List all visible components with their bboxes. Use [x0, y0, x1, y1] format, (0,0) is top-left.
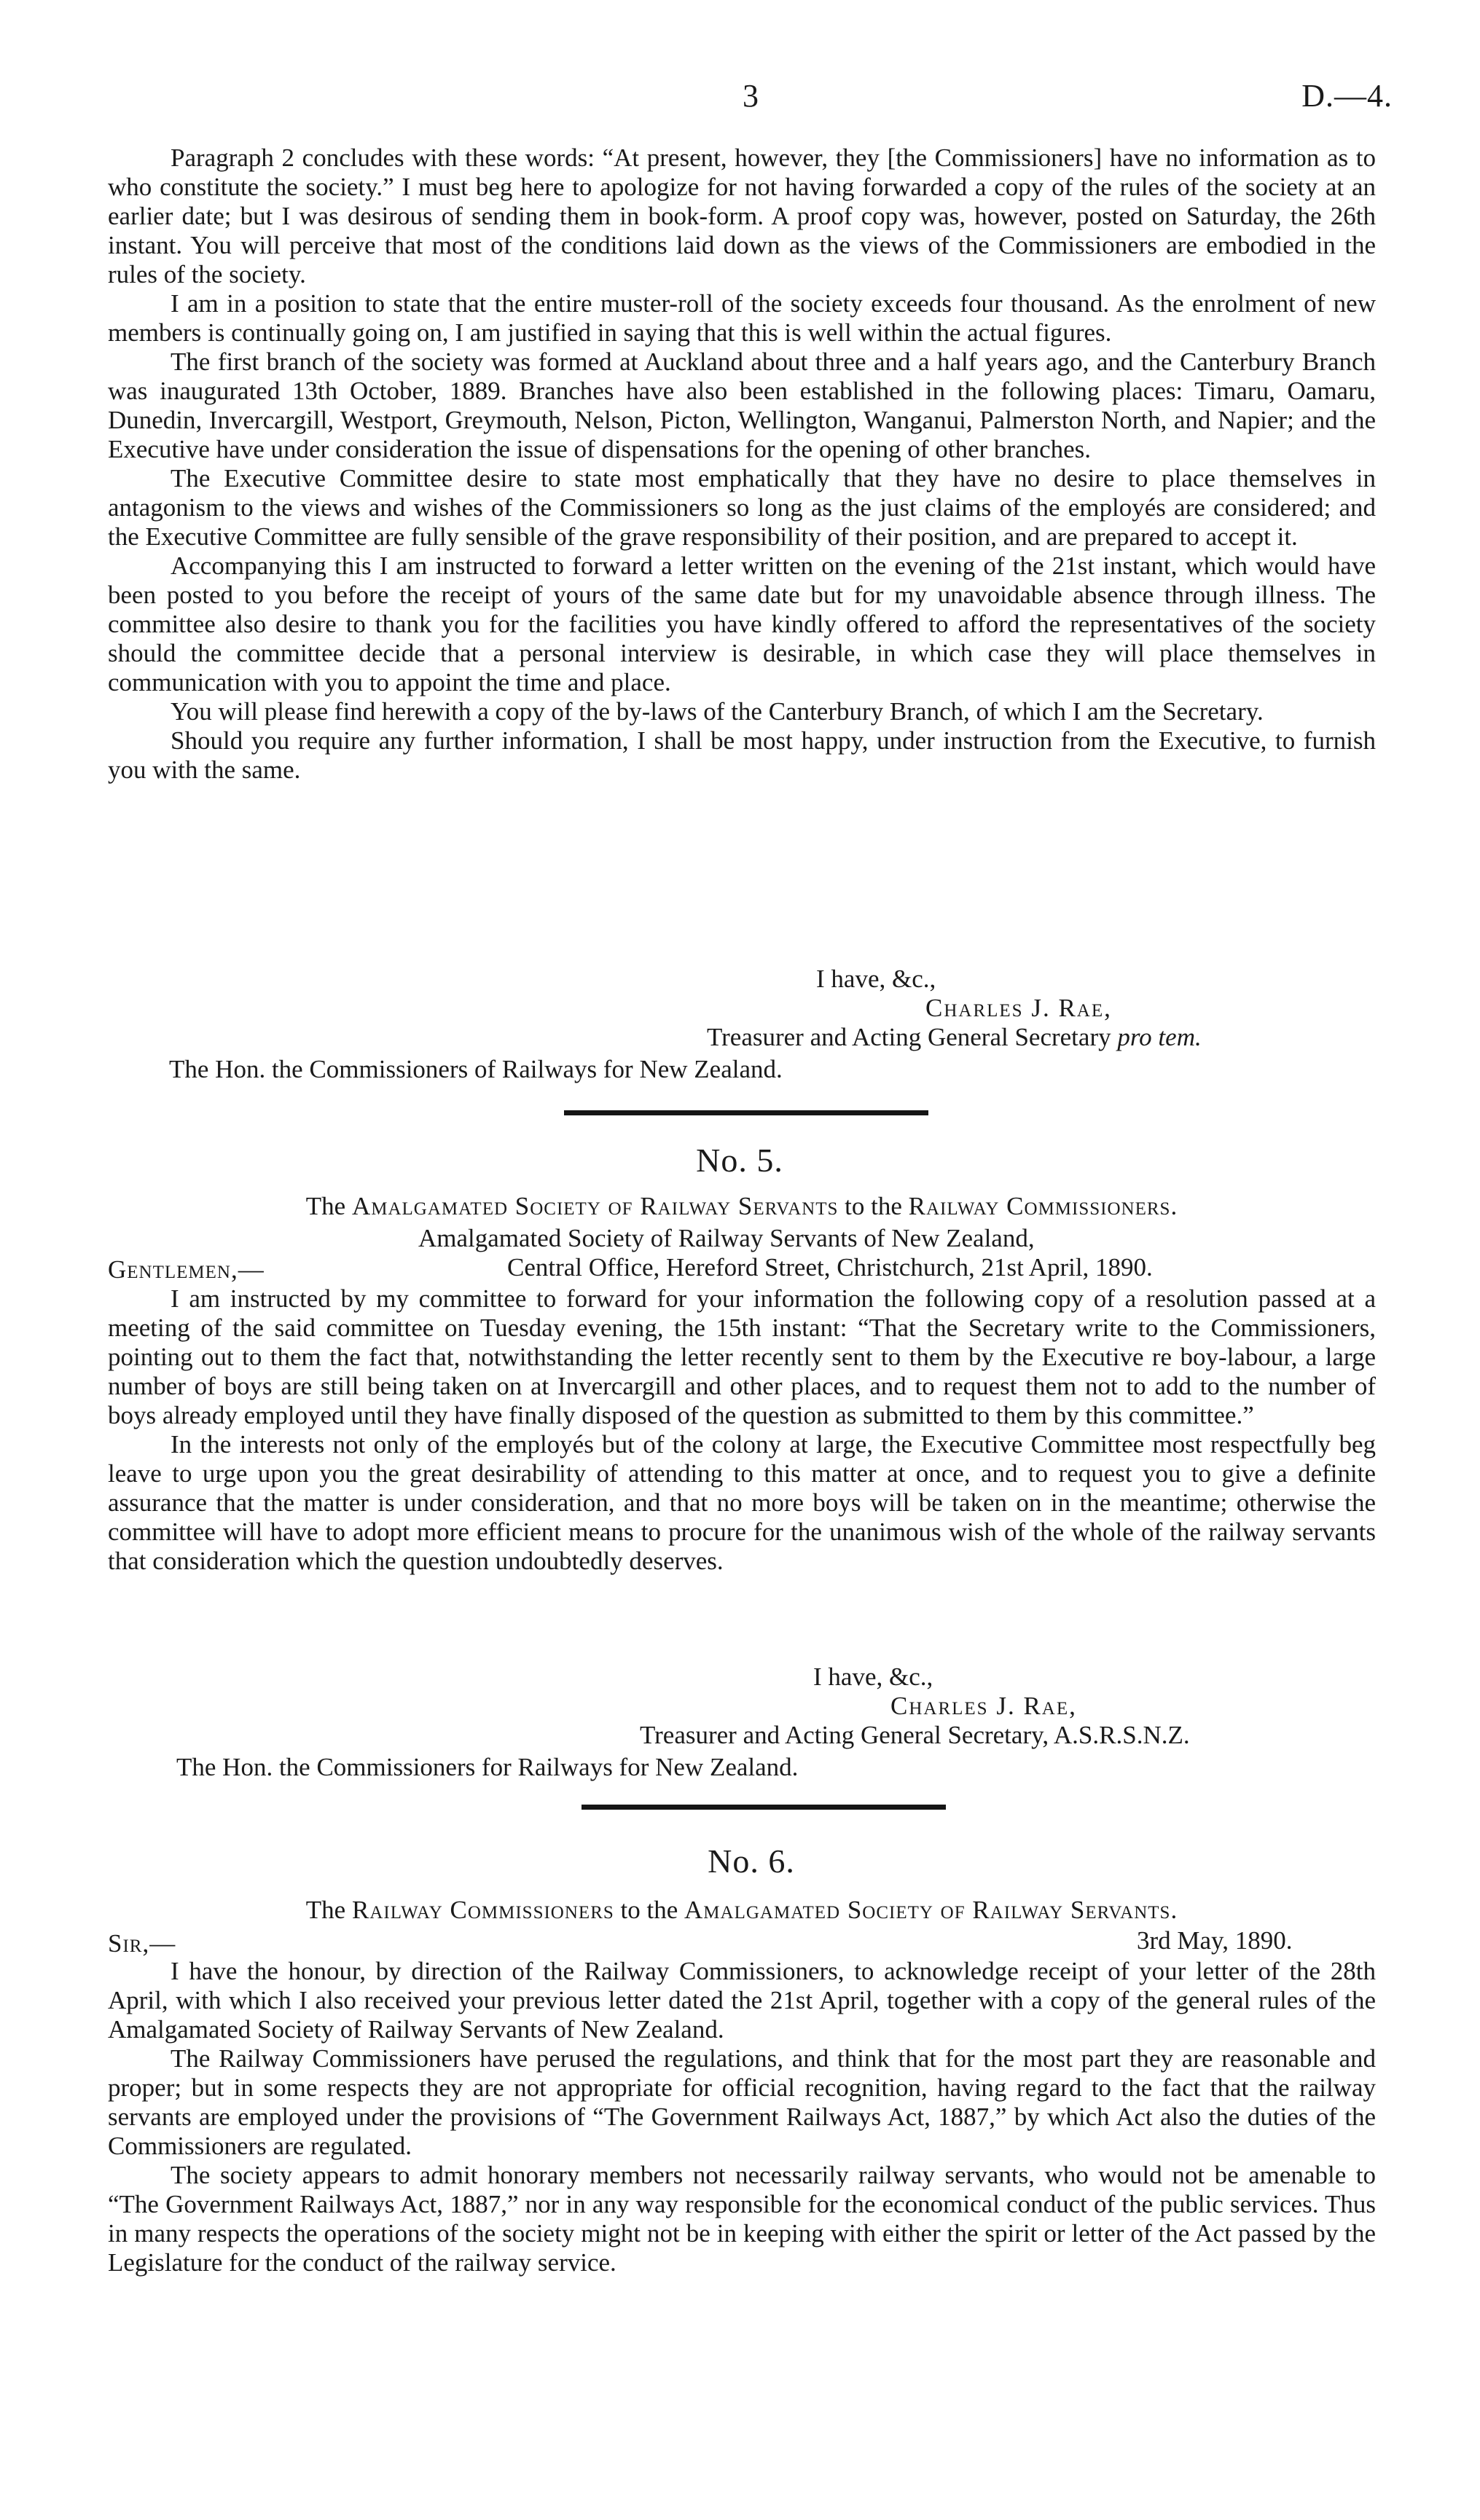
- letter5-number: No. 5.: [696, 1142, 783, 1179]
- letter4-addressee: The Hon. the Commissioners of Railways for New Zealand.: [169, 1055, 783, 1083]
- letter5-signature: Charles J. Rae,: [890, 1692, 1077, 1720]
- page-number: 3: [743, 78, 759, 114]
- letter5-addressee: The Hon. the Commissioners for Railways for New Zealand.: [176, 1753, 799, 1781]
- letter5-paragraph: In the interests not only of the employés but of the colony at large, the Executive Committee most respectfully beg leave to urge upon you the great desirability of attending to this matter at once, and to request you to give a definite assurance that the matter is under consideration, and that no more boys will be taken on in the meantime; otherwise the committee will have to adopt more efficient means to procure for the unanimous wish of the whole of the railway servants that consideration which the question undoubtedly deserves.: [108, 1430, 1376, 1575]
- letter5-signatory-title: Treasurer and Acting General Secretary, A.S.R.S.N.Z.: [640, 1721, 1190, 1749]
- letter5-salutation: Gentlemen,—: [108, 1255, 265, 1284]
- letter6-paragraph: The society appears to admit honorary members not necessarily railway servants, who would not be amenable to “The Government Railways Act, 1887,” nor in any way responsible for the economical conduct of the public services. Thus in many respects the operations of the society might not be in keeping with either the spirit or letter of the Act passed by the Legislature for the conduct of the railway service.: [108, 2161, 1376, 2277]
- letter5-closing: I have, &c.,: [813, 1663, 933, 1691]
- letter6-body: [108, 1957, 1376, 2277]
- letter4-signature: Charles J. Rae,: [925, 994, 1112, 1022]
- letter4-signatory-title: [707, 1023, 1202, 1052]
- heading-text: The: [305, 1896, 346, 1924]
- heading-sender: Amalgamated Society of Railway Servants: [351, 1192, 839, 1220]
- letter5-address-line2: Central Office, Hereford Street, Christchurch, 21st April, 1890.: [507, 1253, 1153, 1281]
- letter4-paragraph: Paragraph 2 concludes with these words: “At present, however, they [the Commissioners] have no information as to who constitute the society.” I must beg here to apologize for not having forwarded a copy of the rules of the society at an earlier date; but I was desirous of sending them in book-form. A proof copy was, however, posted on Saturday, the 26th instant. You will perceive that most of the conditions laid down as the views of the Commissioners are embodied in the rules of the society.: [108, 144, 1376, 288]
- document-reference: D.—4.: [1301, 78, 1393, 114]
- letter6-number: No. 6.: [708, 1842, 795, 1880]
- letter6-paragraph: I have the honour, by direction of the Railway Commissioners, to acknowledge receipt of your letter of the 28th April, with which I also received your previous letter dated the 21st April, together with a copy of the general rules of the Amalgamated Society of Railway Servants of New Zealand.: [108, 1957, 1376, 2044]
- section-divider: [564, 1110, 928, 1115]
- letter4-paragraph: You will please find herewith a copy of the by-laws of the Canterbury Branch, of which I am the Secretary.: [171, 697, 1264, 726]
- letter6-date: 3rd May, 1890.: [1137, 1926, 1293, 1955]
- letter4-closing: I have, &c.,: [816, 965, 936, 993]
- heading-recipient: Railway Commissioners.: [908, 1192, 1178, 1220]
- letter6-heading: [108, 1896, 1376, 1925]
- heading-text: The: [305, 1192, 346, 1220]
- heading-text: to the: [845, 1192, 902, 1220]
- letter6-paragraph: The Railway Commissioners have perused the regulations, and think that for the most part they are reasonable and proper; but in some respects they are not appropriate for official recognition, having regard to the fact that the railway servants are employed under the provisions of “The Government Railways Act, 1887,” by which Act also the duties of the Commissioners are regulated.: [108, 2044, 1376, 2160]
- letter4-paragraph: The first branch of the society was formed at Auckland about three and a half years ago, and the Canterbury Branch was inaugurated 13th October, 1889. Branches have also been established in the following places: Timaru, Oamaru, Dunedin, Invercargill, Westport, Greymouth, Nelson, Picton, Wellington, Wanganui, Palmerston North, and Napier; and the Executive have under consideration the issue of dispensations for the opening of other branches.: [108, 348, 1376, 463]
- heading-text: to the: [620, 1896, 678, 1924]
- letter5-paragraph: I am instructed by my committee to forward for your information the following copy of a resolution passed at a meeting of the said committee on Tuesday evening, the 15th instant: “That the Secretary write to the Commissioners, pointing out to them the fact that, notwithstanding the letter recently sent to them by the Executive re boy-labour, a large number of boys are still being taken on at Invercargill and other places, and to request them not to add to the number of boys already employed until they have finally disposed of the question as submitted to them by this committee.”: [108, 1284, 1376, 1429]
- heading-sender: Railway Commissioners: [351, 1896, 614, 1924]
- letter4-paragraph: I am in a position to state that the entire muster-roll of the society exceeds four thousand. As the enrolment of new members is continually going on, I am justified in saying that this is well within the actual figures.: [108, 289, 1376, 347]
- letter4-title-text: Treasurer and Acting General Secretary: [707, 1023, 1111, 1051]
- letter5-address-line1: Amalgamated Society of Railway Servants of New Zealand,: [418, 1224, 1035, 1252]
- section-divider: [582, 1805, 946, 1810]
- letter5-heading: [108, 1192, 1376, 1221]
- letter4-paragraph: The Executive Committee desire to state most emphatically that they have no desire to place themselves in antagonism to the views and wishes of the Commissioners so long as the just claims of the employés are considered; and the Executive Committee are fully sensible of the grave responsibility of their position, and are prepared to accept it.: [108, 464, 1376, 551]
- letter4-paragraph: Should you require any further information, I shall be most happy, under instruction from the Executive, to furnish you with the same.: [108, 726, 1376, 784]
- letter4-body: [108, 144, 1376, 785]
- letter6-salutation: Sir,—: [108, 1929, 176, 1958]
- letter5-body: [108, 1284, 1376, 1576]
- letter4-paragraph: Accompanying this I am instructed to forward a letter written on the evening of the 21st instant, which would have been posted to you before the receipt of yours of the same date but for my unavoidable absence through illness. The committee also desire to thank you for the facilities you have kindly offered to afford the representatives of the society should the committee decide that a personal interview is desirable, in which case they will place themselves in communication with you to appoint the time and place.: [108, 552, 1376, 696]
- heading-recipient: Amalgamated Society of Railway Servants.: [684, 1896, 1178, 1924]
- letter4-title-italic: pro tem.: [1117, 1023, 1202, 1051]
